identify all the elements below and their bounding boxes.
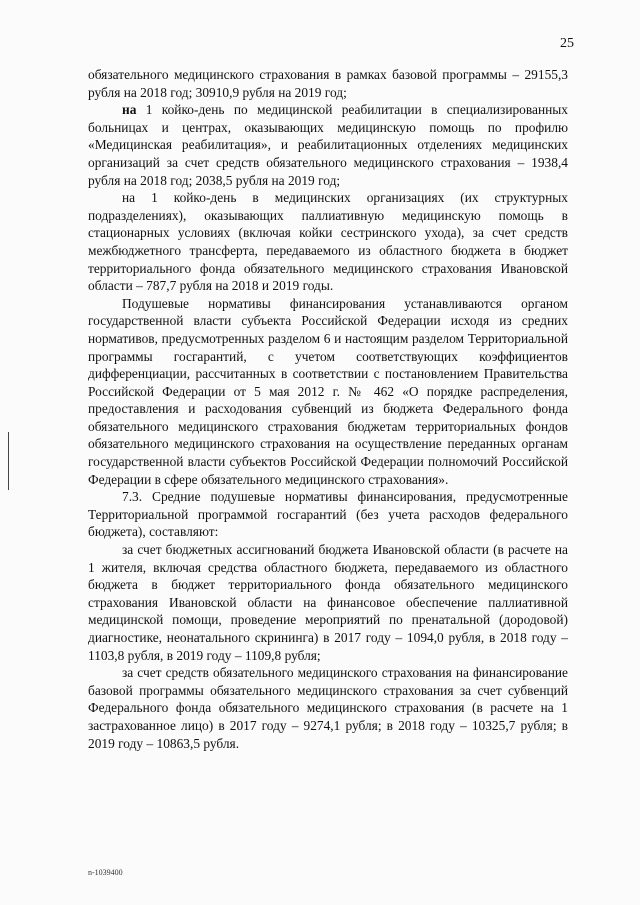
paragraph: [88, 541, 568, 664]
paragraph: [88, 664, 568, 752]
paragraph: [88, 101, 568, 189]
paragraph: [88, 295, 568, 489]
paragraph-text: за счет бюджетных ассигнований бюджета Ивановской области (в расчете на 1 жителя, включая средства областного бюджета, передаваемого из областного бюджета в бюджет территориального фонда обязательного медицинского страхования Ивановской области на финансовое обеспечение паллиативной медицинской помощи, проведение мероприятий по пренатальной (дородовой) диагностике, неонатального скрининга) в 2017 году – 1094,0 рубля, в 2018 году – 1103,8 рубля, в 2019 году – 1109,8 рубля;: [88, 542, 568, 663]
paragraph-text: на 1 койко-день в медицинских организациях (их структурных подразделениях), оказывающих паллиативную медицинскую помощь в стационарных условиях (включая койки сестринского ухода), за счет средств межбюджетного трансферта, передаваемого из областного бюджета в бюджет территориального фонда обязательного медицинского страхования Ивановской области – 787,7 рубля на 2018 и 2019 годы.: [88, 190, 568, 294]
paragraph: [88, 66, 568, 101]
paragraph: [88, 189, 568, 295]
paragraph-text: Подушевые нормативы финансирования устанавливаются органом государственной власти субъекта Российской Федерации исходя из средних нормативов, предусмотренных разделом 6 и настоящим разделом Территориальной программы госгарантий, с учетом соответствующих коэффициентов дифференциации, рассчитанных в соответствии с постановлением Правительства Российской Федерации от 5 мая 2012 г. № 462 «О порядке распределения, предоставления и расходования субвенций из бюджета Федерального фонда обязательного медицинского страхования бюджетам территориальных фондов обязательного медицинского страхования на осуществление переданных органам государственной власти субъектов Российской Федерации полномочий Российской Федерации в сфере обязательного медицинского страхования».: [88, 295, 568, 487]
paragraph-text: 1 койко-день по медицинской реабилитации в специализированных больницах и центрах, оказывающих медицинскую помощь по профилю «Медицинская реабилитация», и реабилитационных отделениях медицинских организаций за счет средств обязательного медицинского страхования – 1938,4 рубля на 2018 год; 2038,5 рубля на 2019 год;: [88, 102, 568, 188]
paragraph-text: 7.3. Средние подушевые нормативы финансирования, предусмотренные Территориальной программой госгарантий (без учета расходов федерального бюджета), составляют:: [88, 489, 568, 540]
footer-code: n-1039400: [88, 868, 123, 877]
paragraph-text: обязательного медицинского страхования в рамках базовой программы – 29155,3 рубля на 2018 год; 30910,9 рубля на 2019 год;: [88, 67, 568, 100]
paragraph-text: за счет средств обязательного медицинского страхования на финансирование базовой программы обязательного медицинского страхования за счет субвенций Федерального фонда обязательного медицинского страхования (в расчете на 1 застрахованное лицо) в 2017 году – 9274,1 рубля; в 2018 году – 10325,7 рубля; в 2019 году – 10863,5 рубля.: [88, 665, 568, 751]
margin-mark: [8, 432, 9, 490]
paragraph-lead: на: [122, 102, 137, 118]
paragraph: [88, 488, 568, 541]
document-body: [88, 66, 568, 752]
page-number: 25: [560, 36, 574, 51]
